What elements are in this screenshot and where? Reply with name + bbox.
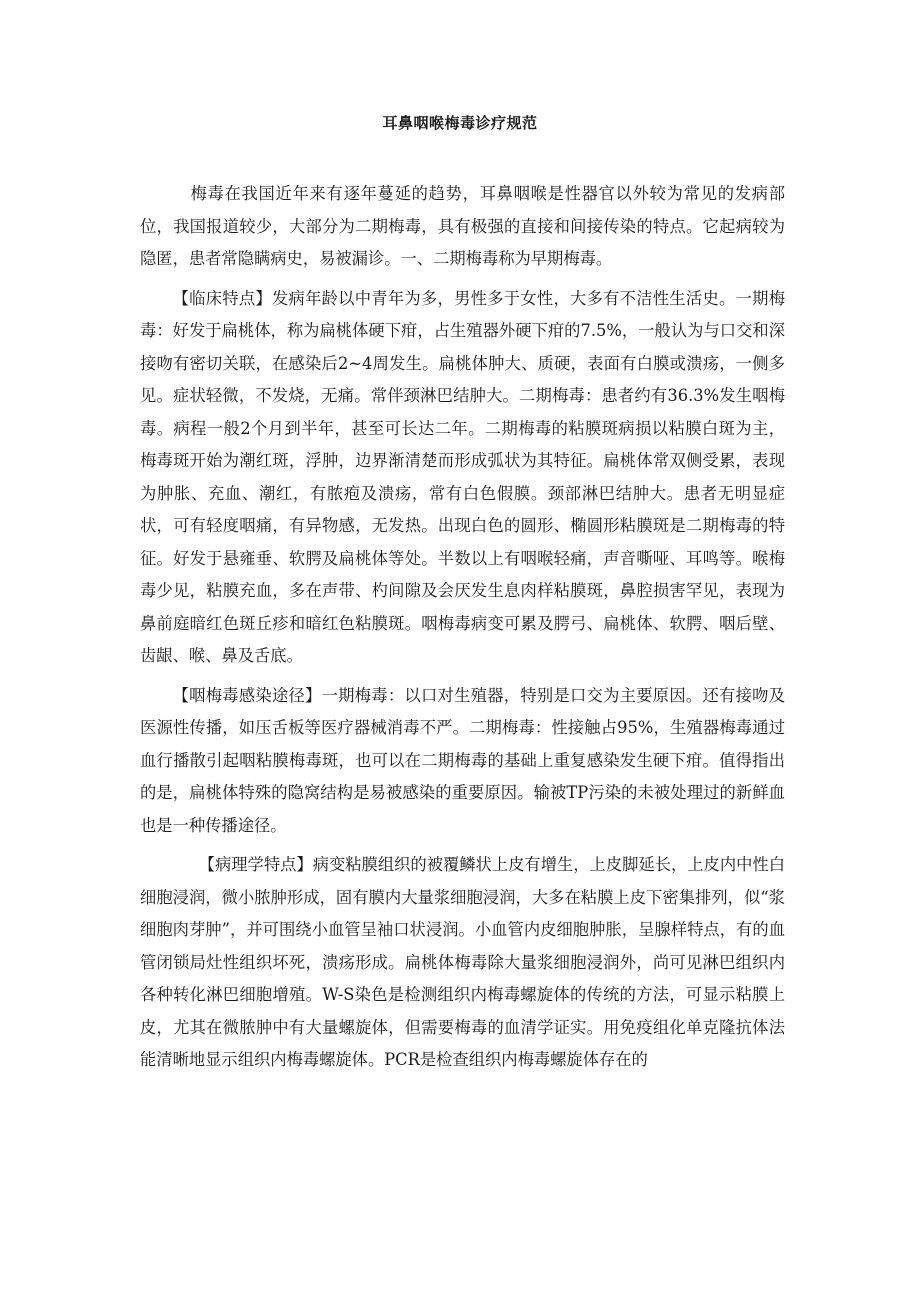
infection-paragraph bbox=[140, 680, 785, 843]
intro-paragraph: 梅毒在我国近年来有逐年蔓延的趋势，耳鼻咽喉是性器官以外较为常见的发病部位，我国报道较少，大部分为二期梅毒，具有极强的直接和间接传染的特点。它起病较为隐匿，患者常隐瞒病史，易被漏诊。一、二期梅毒称为早期梅毒。 bbox=[140, 184, 785, 268]
infection-text: 一期梅毒：以口对生殖器，特别是口交为主要原因。还有接吻及医源性传播，如压舌板等医疗器械消毒不严。二期梅毒：性接触占95%，生殖器梅毒通过血行播散引起咽粘膜梅毒斑，也可以在二期梅毒的基础上重复感染发生硬下疳。值得指出的是，扁桃体特殊的隐窝结构是易被感染的重要原因。输被TP污染的未被处理过的新鲜血也是一种传播途径。 bbox=[140, 685, 785, 835]
clinical-heading: 【临床特点】 bbox=[172, 288, 272, 308]
pathology-paragraph bbox=[140, 849, 785, 1077]
document-body bbox=[140, 178, 785, 1084]
pathology-heading: 【病理学特点】 bbox=[198, 855, 313, 874]
document-title: 耳鼻咽喉梅毒诊疗规范 bbox=[382, 114, 538, 132]
clinical-text: 发病年龄以中青年为多，男性多于女性，大多有不洁性生活史。一期梅毒：好发于扁桃体，称为扁桃体硬下疳，占生殖器外硬下疳的7.5%，一般认为与口交和深接吻有密切关联，在感染后2~4周发生。扁桃体肿大、质硬，表面有白膜或溃疡，一侧多见。症状轻微，不发烧，无痛。常伴颈淋巴结肿大。二期梅毒：患者约有36.3%发生咽梅毒。病程一般2个月到半年，甚至可长达二年。二期梅毒的粘膜斑病损以粘膜白斑为主，梅毒斑开始为潮红斑，浮肿，边界渐清楚而形成弧状为其特征。扁桃体常双侧受累，表现为肿胀、充血、潮红，有脓疱及溃疡，常有白色假膜。颈部淋巴结肿大。患者无明显症状，可有轻度咽痛，有异物感，无发热。出现白色的圆形、椭圆形粘膜斑是二期梅毒的特征。好发于悬雍垂、软腭及扁桃体等处。半数以上有咽喉轻痛，声音嘶哑、耳鸣等。喉梅毒少见，粘膜充血，多在声带、杓间隙及会厌发生息肉样粘膜斑，鼻腔损害罕见，表现为鼻前庭暗红色斑丘疹和暗红色粘膜斑。咽梅毒病变可累及腭弓、扁桃体、软腭、咽后壁、齿龈、喉、鼻及舌底。 bbox=[140, 288, 785, 665]
infection-heading: 【咽梅毒感染途径】 bbox=[172, 685, 322, 705]
pathology-text: 病变粘膜组织的被覆鳞状上皮有增生，上皮脚延长，上皮内中性白细胞浸润，微小脓肿形成，固有膜内大量浆细胞浸润，大多在粘膜上皮下密集排列，似“浆细胞肉芽肿”，并可围绕小血管呈袖口状浸润。小血管内皮细胞肿胀，呈腺样特点，有的血管闭锁局灶性组织坏死，溃疡形成。扁桃体梅毒除大量浆细胞浸润外，尚可见淋巴组织内各种转化淋巴细胞增殖。W-S染色是检测组织内梅毒螺旋体的传统的方法，可显示粘膜上皮，尤其在微脓肿中有大量螺旋体，但需要梅毒的血清学证实。用免疫组化单克隆抗体法能清晰地显示组织内梅毒螺旋体。PCR是检查组织内梅毒螺旋体存在的 bbox=[140, 855, 785, 1069]
clinical-paragraph bbox=[140, 283, 785, 673]
